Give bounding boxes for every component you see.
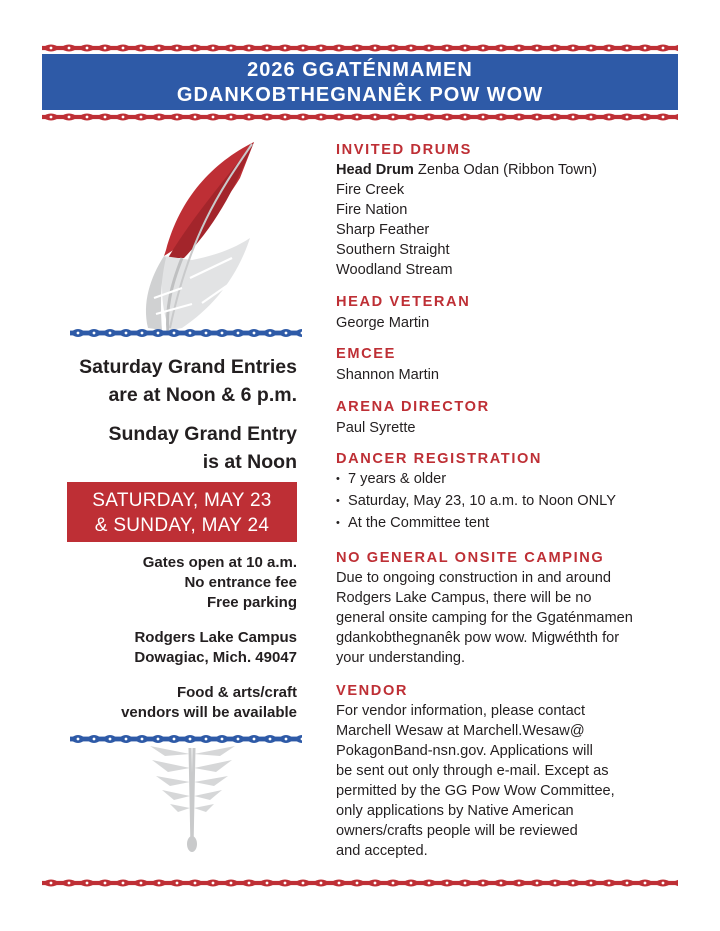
head-drum-label: Head Drum xyxy=(336,162,414,178)
campus-city: Dowagiac, Mich. 49047 xyxy=(134,649,297,666)
invited-drums-section xyxy=(336,141,681,280)
saturday-entries-line1: Saturday Grand Entries xyxy=(79,356,297,378)
arena-heading: ARENA DIRECTOR xyxy=(336,399,490,415)
head-drum-name: Zenba Odan (Ribbon Town) xyxy=(417,162,597,178)
vendor-line: owners/crafts people will be reviewed xyxy=(336,823,578,839)
vendor-line: permitted by the GG Pow Wow Committee, xyxy=(336,783,615,799)
vendor-line: PokagonBand-nsn.gov. Applications will xyxy=(336,743,593,759)
camping-line: gdankobthegnanêk pow wow. Migwéthth for xyxy=(336,630,620,646)
arena-name: Paul Syrette xyxy=(336,420,416,436)
emcee-heading: EMCEE xyxy=(336,346,396,362)
drum-item: Fire Nation xyxy=(336,202,408,218)
vendor-line: be sent out only through e-mail. Except as xyxy=(336,763,609,779)
sunday-grand-entry xyxy=(42,420,297,476)
event-dates-box xyxy=(67,482,297,542)
vendor-line: only applications by Native American xyxy=(336,803,574,819)
drum-item: Fire Creek xyxy=(336,182,405,198)
date-line1: SATURDAY, MAY 23 xyxy=(92,490,272,511)
parking: Free parking xyxy=(206,594,297,611)
registration-list xyxy=(336,468,681,534)
date-line2: & SUNDAY, MAY 24 xyxy=(94,515,270,536)
vendor-line: and accepted. xyxy=(336,843,428,859)
veteran-name: George Martin xyxy=(336,315,430,331)
campus-name: Rodgers Lake Campus xyxy=(134,629,297,646)
dancer-registration-section xyxy=(336,450,681,534)
camping-line: Rodgers Lake Campus, there will be no xyxy=(336,590,592,606)
drum-item: Sharp Feather xyxy=(336,222,430,238)
head-veteran-section xyxy=(336,293,681,333)
emcee-section xyxy=(336,345,681,385)
gates-open: Gates open at 10 a.m. xyxy=(142,554,297,571)
veteran-heading: HEAD VETERAN xyxy=(336,294,471,310)
entrance-fee: No entrance fee xyxy=(184,574,297,591)
drum-item: Woodland Stream xyxy=(336,262,453,278)
gate-info xyxy=(42,553,297,613)
camping-line: general onsite camping for the Ggaténmamen xyxy=(336,610,633,626)
banner-title-line1: 2026 GGATÉNMAMEN xyxy=(247,59,473,81)
sunday-entry-line1: Sunday Grand Entry xyxy=(108,423,297,445)
camping-heading: NO GENERAL ONSITE CAMPING xyxy=(336,550,605,566)
vendor-section xyxy=(336,682,681,861)
title-banner xyxy=(42,54,678,110)
emcee-name: Shannon Martin xyxy=(336,367,440,383)
camping-line: your understanding. xyxy=(336,650,465,666)
red-white-feather-icon xyxy=(62,138,302,343)
banner-title-line2: GDANKOBTHEGNANÊK POW WOW xyxy=(176,84,544,106)
vendors-note xyxy=(42,683,297,723)
camping-line: Due to ongoing construction in and around xyxy=(336,570,612,586)
vendor-heading: VENDOR xyxy=(336,683,409,699)
sunday-entry-line2: is at Noon xyxy=(202,451,297,473)
saturday-grand-entries xyxy=(42,353,297,409)
bottom-ribbon-border xyxy=(42,876,678,890)
vendor-line: Marchell Wesaw at Marchell.Wesaw@ xyxy=(336,723,585,739)
drums-heading: INVITED DRUMS xyxy=(336,142,472,158)
gray-feather-icon xyxy=(130,744,255,854)
head-drum xyxy=(336,160,681,180)
vendor-line: For vendor information, please contact xyxy=(336,703,586,719)
registration-heading: DANCER REGISTRATION xyxy=(336,451,543,467)
feather-ribbon-top xyxy=(70,325,302,341)
saturday-entries-line2: are at Noon & 6 p.m. xyxy=(108,384,297,406)
list-item: • At the Committee tent xyxy=(336,512,681,534)
camping-section xyxy=(336,549,681,668)
vendors-line1: Food & arts/craft xyxy=(176,684,297,701)
banner-bottom-ribbon xyxy=(42,110,678,124)
list-item: • Saturday, May 23, 10 a.m. to Noon ONLY xyxy=(336,490,681,512)
drum-item: Southern Straight xyxy=(336,242,450,258)
list-item: • 7 years & older xyxy=(336,468,681,490)
vendors-line2: vendors will be available xyxy=(121,704,297,721)
arena-director-section xyxy=(336,398,681,438)
top-ribbon-border xyxy=(42,41,678,55)
location xyxy=(42,628,297,668)
